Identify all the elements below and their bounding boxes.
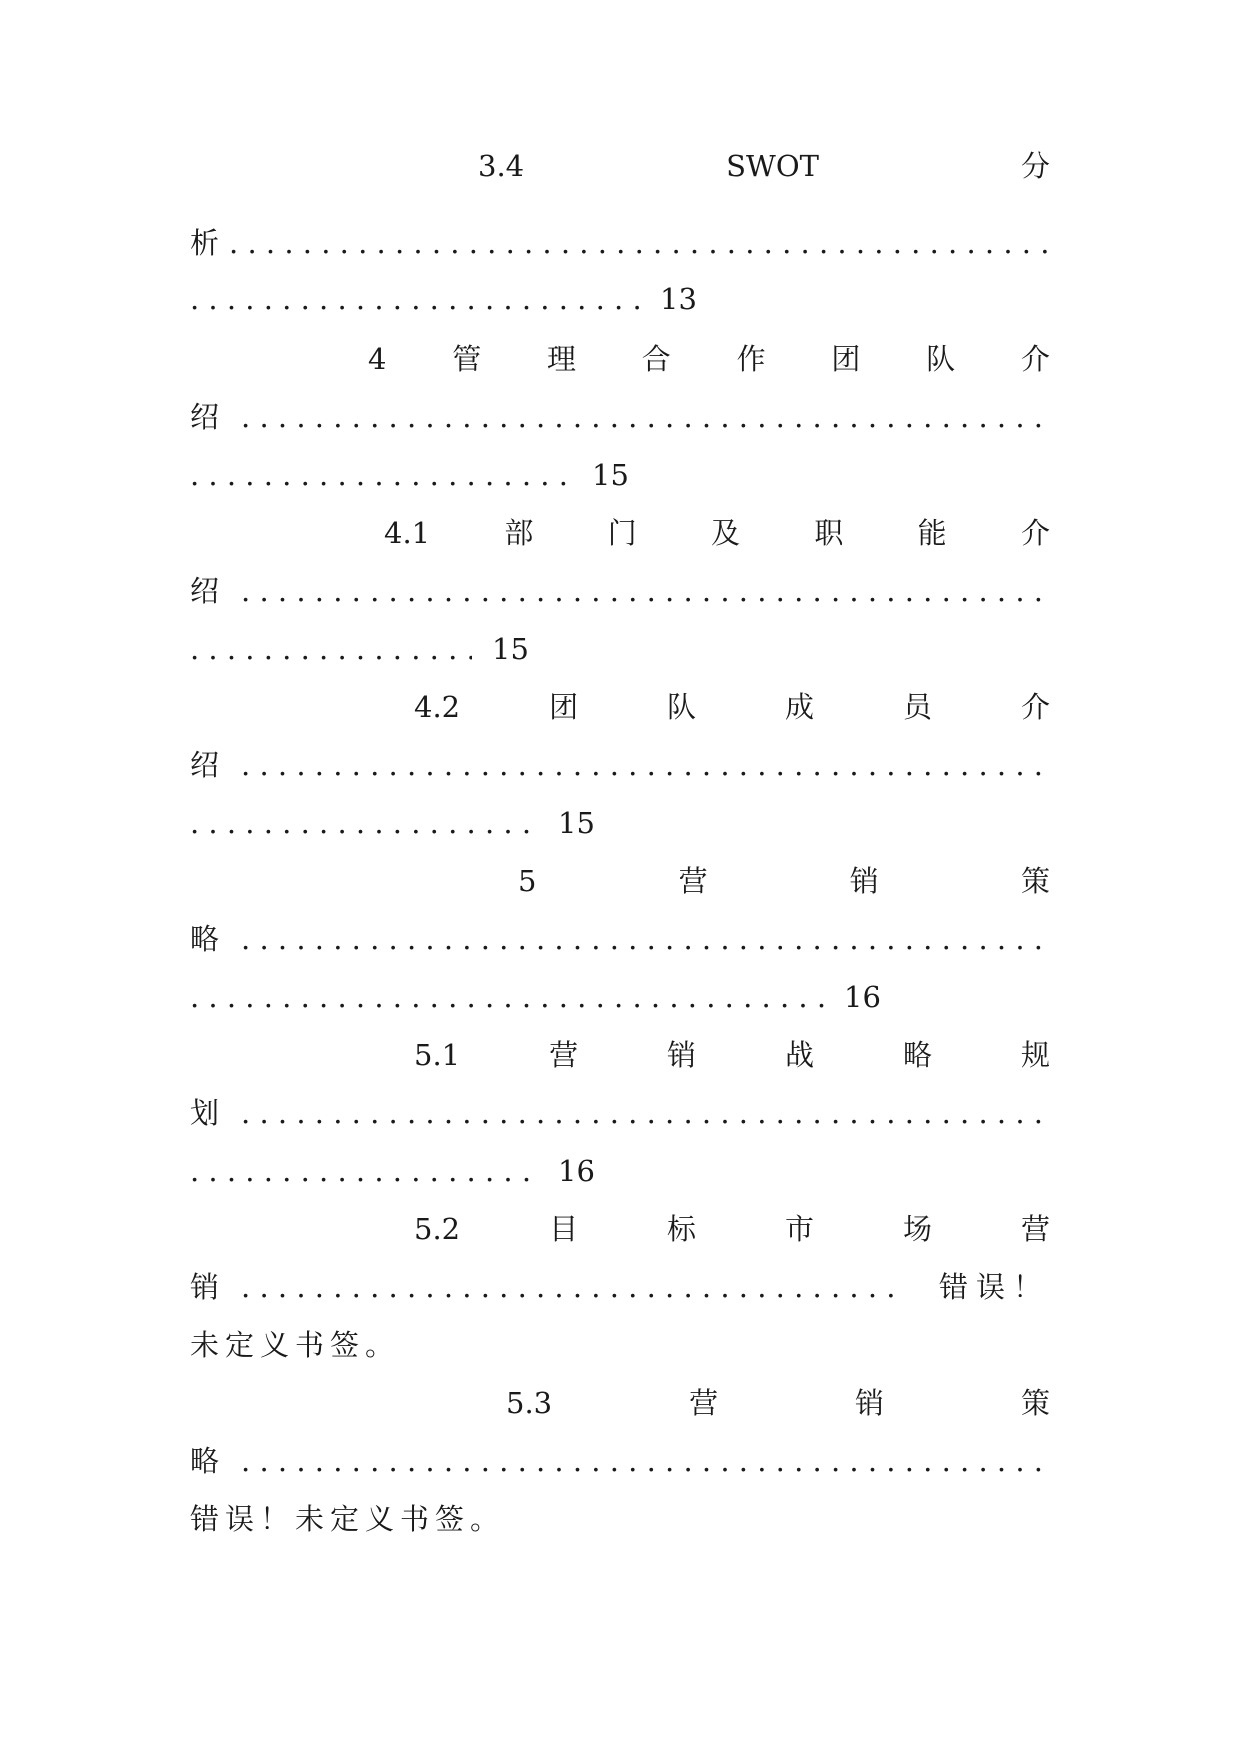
dot-leader [241,1084,1050,1142]
toc-word: 销 [849,864,879,898]
toc-word: 划 [190,1096,220,1130]
toc-heading-4-2[interactable] [414,678,1050,736]
toc-word: 营 [689,1386,719,1420]
toc-page-number: 15 [492,632,529,666]
toc-word: 分 [1020,149,1050,183]
toc-number: 5.2 [414,1212,461,1246]
toc-tail-3-4[interactable] [190,270,1050,328]
toc-number: 3.4 [478,149,525,183]
dot-leader [190,794,538,852]
toc-heading-3-4[interactable] [478,137,1050,195]
bookmark-error: 未定义书签。 [190,1328,401,1362]
toc-word: 介 [1020,690,1050,724]
toc-number: 5.3 [506,1386,553,1420]
toc-word: 绍 [190,400,220,434]
dot-leader [190,620,472,678]
toc-tail-4-1[interactable] [190,620,1050,678]
toc-heading-5[interactable] [518,852,1050,910]
toc-error-5-3 [190,1490,1050,1548]
toc-word: 场 [902,1212,932,1246]
toc-page-number: 16 [844,980,881,1014]
toc-word: 标 [667,1212,697,1246]
toc-error-5-2 [190,1316,1050,1374]
dot-leader [241,910,1050,968]
toc-word: 策 [1020,1386,1050,1420]
toc-leader-5-1[interactable] [190,1084,1050,1142]
toc-leader-4-2[interactable] [190,736,1050,794]
toc-word: 能 [917,516,947,550]
toc-word: 略 [190,922,220,956]
toc-word: 战 [785,1038,815,1072]
toc-word: 团 [831,342,861,376]
toc-heading-5-3[interactable] [506,1374,1050,1432]
dot-leader [241,1258,901,1316]
toc-number: 4.2 [414,690,461,724]
toc-word: 介 [1020,516,1050,550]
toc-word: 规 [1020,1038,1050,1072]
toc-word: 销 [855,1386,885,1420]
toc-page-number: 13 [660,282,697,316]
toc-word: 销 [667,1038,697,1072]
toc-word: 略 [902,1038,932,1072]
toc-tail-5[interactable] [190,968,1050,1026]
toc-leader-5-2[interactable] [190,1258,1050,1316]
toc-word: 理 [547,342,577,376]
toc-heading-4[interactable] [368,330,1050,388]
toc-word: 合 [641,342,671,376]
toc-word: SWOT [726,149,819,183]
dot-leader [190,1142,538,1200]
dot-leader [229,214,1050,272]
toc-number: 5 [518,864,537,898]
toc-tail-4-2[interactable] [190,794,1050,852]
toc-word: 销 [190,1270,220,1304]
dot-leader [241,562,1050,620]
toc-leader-5[interactable] [190,910,1050,968]
toc-word: 队 [926,342,956,376]
toc-word: 队 [667,690,697,724]
toc-word: 析 [190,226,220,260]
toc-word: 员 [902,690,932,724]
toc-leader-5-3[interactable] [190,1432,1050,1490]
toc-word: 策 [1020,864,1050,898]
toc-leader-3-4[interactable] [190,214,1050,272]
dot-leader [241,736,1050,794]
toc-leader-4[interactable] [190,388,1050,446]
toc-heading-4-1[interactable] [384,504,1050,562]
toc-page-number: 15 [558,806,595,840]
bookmark-error: 错误！未定义书签。 [190,1502,506,1536]
toc-page-number: 16 [558,1154,595,1188]
toc-word: 管 [452,342,482,376]
toc-word: 市 [785,1212,815,1246]
toc-tail-5-1[interactable] [190,1142,1050,1200]
dot-leader [190,446,572,504]
toc-word: 部 [504,516,534,550]
toc-number: 5.1 [414,1038,461,1072]
toc-word: 绍 [190,748,220,782]
toc-word: 营 [549,1038,579,1072]
toc-word: 及 [711,516,741,550]
toc-word: 作 [736,342,766,376]
toc-word: 团 [549,690,579,724]
dot-leader [190,270,640,328]
toc-page-number: 15 [592,458,629,492]
toc-word: 介 [1020,342,1050,376]
toc-word: 略 [190,1444,220,1478]
toc-heading-5-1[interactable] [414,1026,1050,1084]
toc-number: 4 [368,342,387,376]
dot-leader [190,968,824,1026]
toc-word: 营 [678,864,708,898]
toc-word: 营 [1020,1212,1050,1246]
toc-heading-5-2[interactable] [414,1200,1050,1258]
toc-word: 目 [549,1212,579,1246]
dot-leader [241,388,1050,446]
toc-tail-4[interactable] [190,446,1050,504]
toc-word: 绍 [190,574,220,608]
toc-word: 职 [814,516,844,550]
bookmark-error: 错误！ [938,1270,1050,1304]
toc-number: 4.1 [384,516,431,550]
toc-leader-4-1[interactable] [190,562,1050,620]
toc-word: 成 [785,690,815,724]
dot-leader [241,1432,1050,1490]
toc-word: 门 [607,516,637,550]
